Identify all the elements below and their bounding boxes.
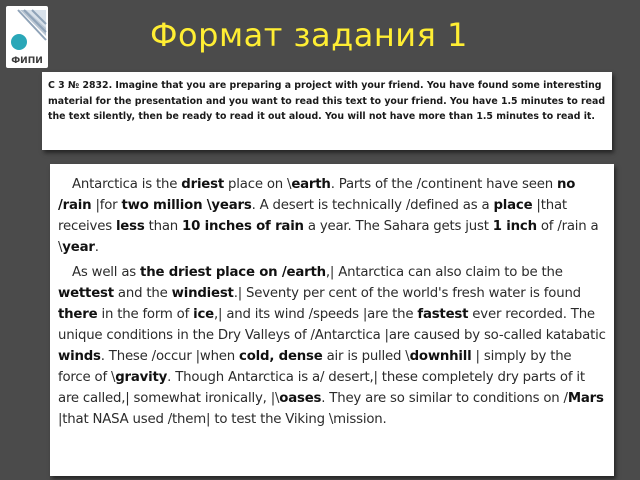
stressed-word: cold, dense bbox=[239, 349, 323, 364]
text-segment: . Though Antarctica is a/ desert,| these completely dry parts of it are called,| somewhat ironically, |\ bbox=[58, 370, 585, 406]
stressed-word: place bbox=[493, 198, 533, 213]
stressed-word: 10 inches of rain bbox=[182, 219, 304, 234]
stressed-word: less bbox=[115, 219, 145, 234]
stressed-word: driest bbox=[181, 177, 224, 192]
stressed-word: Mars bbox=[567, 391, 604, 406]
text-segment: place on \ bbox=[224, 177, 292, 192]
text-segment: ever recorded. The unique conditions in the Dry Valleys of /Antarctica |are caused by so-called katabatic bbox=[58, 307, 606, 343]
text-segment: |for bbox=[91, 198, 122, 213]
stressed-word: there bbox=[58, 307, 98, 322]
text-segment: | simply by the force of \ bbox=[58, 349, 572, 385]
stressed-word: wettest bbox=[58, 286, 114, 301]
text-segment: .| Seventy per cent of the world's fresh water is found bbox=[233, 286, 581, 301]
text-segment: than bbox=[144, 219, 183, 234]
text-segment: |that NASA used /them| to test the Viking \mission. bbox=[58, 412, 387, 427]
slide-title: Формат задания 1 bbox=[150, 16, 468, 54]
task-instructions-text: C 3 № 2832. Imagine that you are preparing a project with your friend. You have found some interesting material for the presentation and you want to read this text to your friend. You have 1.5 minutes to read the text silently, then be ready to read it out aloud. You will not have more than 1.5 minutes to read it. bbox=[48, 80, 606, 122]
text-segment: . Parts of the /continent have seen bbox=[330, 177, 557, 192]
stressed-word: oases bbox=[279, 391, 322, 406]
text-segment: . A desert is technically /defined as a bbox=[251, 198, 494, 213]
text-segment: As well as bbox=[72, 265, 141, 280]
reading-paragraph-2 bbox=[58, 262, 606, 430]
stressed-word: 1 inch bbox=[492, 219, 537, 234]
text-segment: ,| and its wind /speeds |are the bbox=[213, 307, 418, 322]
stressed-word: winds bbox=[58, 349, 101, 364]
text-segment: of /rain a \ bbox=[58, 219, 599, 255]
text-segment: ,| Antarctica can also claim to be the bbox=[325, 265, 563, 280]
stressed-word: earth bbox=[291, 177, 331, 192]
stressed-word: the driest place on /earth bbox=[140, 265, 326, 280]
text-segment: . These /occur |when bbox=[100, 349, 240, 364]
text-segment: air is pulled \ bbox=[322, 349, 410, 364]
text-segment: . bbox=[94, 240, 99, 255]
stressed-word: no /rain bbox=[58, 177, 576, 213]
text-segment: in the form of bbox=[97, 307, 194, 322]
text-segment: Antarctica is the bbox=[72, 177, 182, 192]
text-segment: . They are so similar to conditions on / bbox=[321, 391, 568, 406]
text-segment: |that receives bbox=[58, 198, 567, 234]
reading-text-box bbox=[50, 164, 614, 476]
logo-text: ФИПИ bbox=[11, 56, 43, 66]
stressed-word: downhill bbox=[409, 349, 472, 364]
reading-paragraph-1 bbox=[58, 174, 606, 258]
fipi-logo bbox=[6, 6, 48, 68]
stressed-word: ice bbox=[193, 307, 214, 322]
text-segment: and the bbox=[113, 286, 172, 301]
stressed-word: year bbox=[62, 240, 95, 255]
stressed-word: two million \years bbox=[121, 198, 252, 213]
fipi-emblem-icon bbox=[6, 6, 48, 54]
stressed-word: gravity bbox=[115, 370, 168, 385]
task-instructions-box bbox=[42, 72, 612, 150]
text-segment: a year. The Sahara gets just bbox=[303, 219, 493, 234]
stressed-word: windiest bbox=[171, 286, 234, 301]
stressed-word: fastest bbox=[417, 307, 469, 322]
